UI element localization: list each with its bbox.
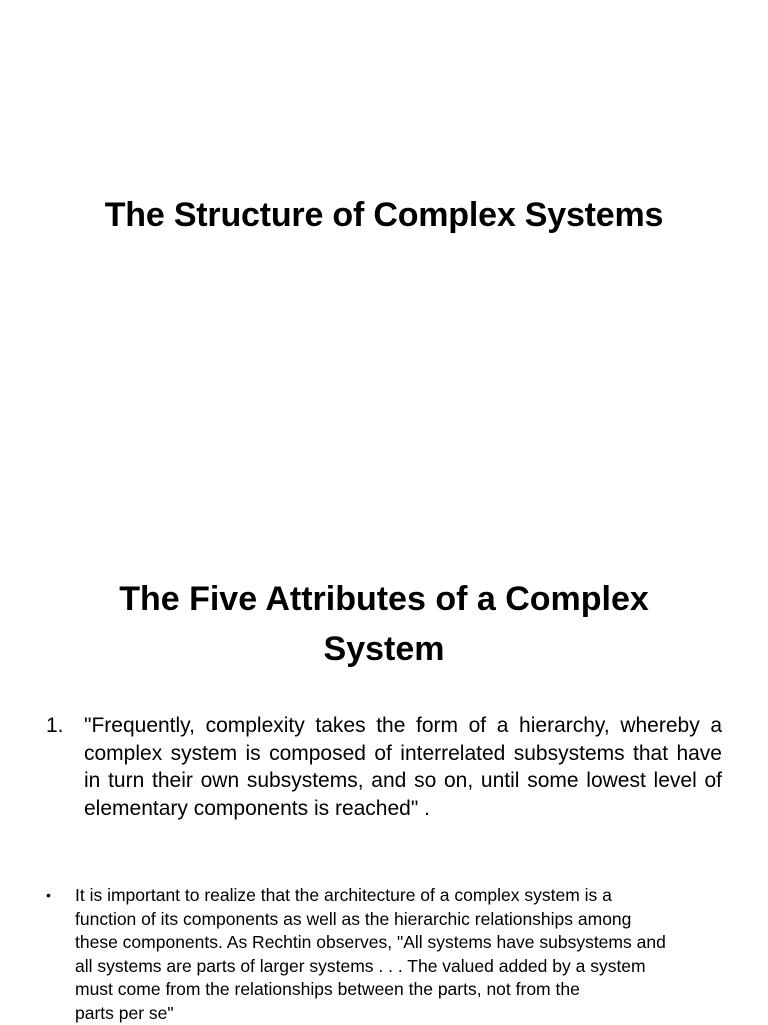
slide-2: [0, 512, 768, 1024]
bullet-item: [46, 884, 722, 1025]
bullet-icon: •: [46, 887, 51, 903]
slide-1: [0, 0, 768, 512]
slide-title: The Structure of Complex Systems: [104, 196, 664, 234]
numbered-item: [46, 712, 722, 822]
item-number: 1.: [46, 714, 64, 737]
slide-title: The Five Attributes of a Complex System: [119, 580, 649, 668]
item-text: "Frequently, complexity takes the form of a hierarchy, whereby a complex system is composed of interrelated subsystems that have in turn their own subsystems, and so on, until some lowest level of elementary components is reached" .: [84, 714, 722, 820]
bullet-text: It is important to realize that the architecture of a complex system is a function of its components as well as the hierarchic relationships among these components. As Rechtin observes, "All systems have subsystems and all systems are parts of larger systems . . . The valued added by a system must come from the relationships between the parts, not from the parts per se": [75, 885, 666, 1023]
